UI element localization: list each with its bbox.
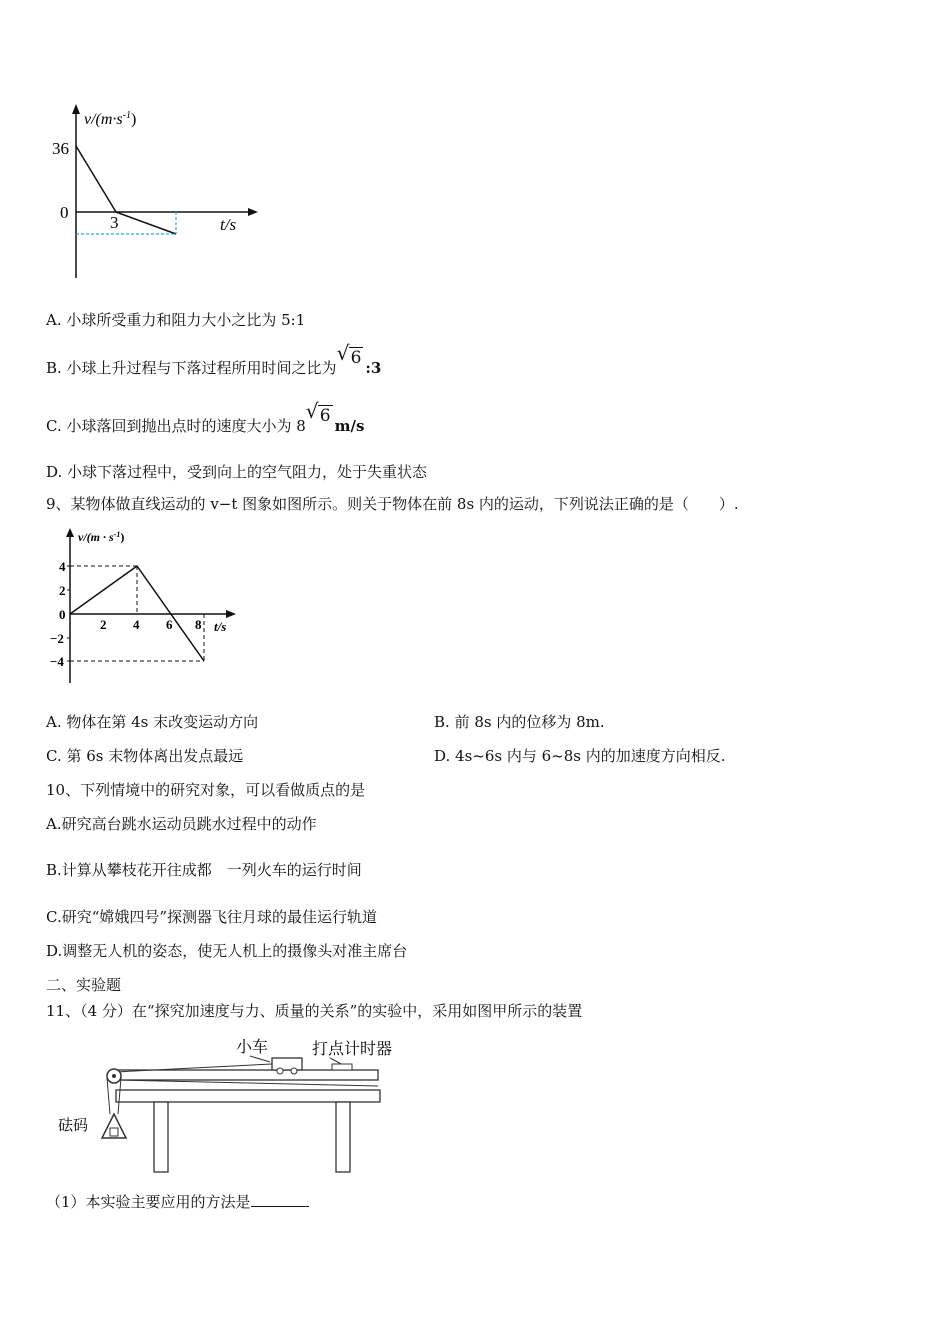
x-axis-label: t/s [214,619,227,634]
q10-stem: 10、下列情境中的研究对象，可以看做质点的是 [46,781,366,799]
q8-option-b-ratio: :3 [365,359,382,377]
x-tick-label: 6 [166,617,173,632]
q8-option-c[interactable] [46,399,365,436]
y-tick-label: 2 [59,583,66,598]
q8-option-b[interactable] [46,341,382,378]
sqrt-value: 6 [319,406,331,426]
velocity-time-graph-1 [40,100,260,285]
x-tick-label: 8 [195,617,202,632]
q11-stem: 11、（4 分）在“探究加速度与力、质量的关系”的实验中，采用如图甲所示的装置 [46,1002,583,1020]
x-tick-label: 2 [100,617,107,632]
table-top [116,1090,380,1102]
track-board [116,1070,378,1080]
q10-option-b[interactable]: B.计算从攀枝花开往成都 一列火车的运行时间 [46,861,362,879]
q8-option-c-unit: m/s [334,417,365,435]
q9-option-d[interactable]: D. 4s~6s 内与 6~8s 内的加速度方向相反. [434,747,726,765]
cart-label: 小车 [236,1039,269,1056]
q8-option-b-text: B. 小球上升过程与下落过程所用时间之比为 [46,359,337,377]
x-axis-arrow [226,610,236,618]
y-tick-label: −4 [50,654,64,669]
q8-option-d[interactable]: D. 小球下落过程中，受到向上的空气阻力，处于失重状态 [46,463,428,481]
timer-label: 打点计时器 [312,1041,393,1058]
experiment-apparatus-figure [50,1030,410,1180]
x-tick-3: 3 [110,213,119,232]
y-axis-arrow [72,104,80,114]
q8-option-c-text: C. 小球落回到抛出点时的速度大小为 8 [46,417,306,435]
sqrt-symbol: √ 6 [336,341,362,368]
x-axis-label: t/s [220,215,237,234]
graph-line-down [116,212,176,234]
q10-option-c[interactable]: C.研究“嫦娥四号”探测器飞往月球的最佳运行轨道 [46,908,378,926]
velocity-time-graph-2 [50,525,250,690]
timer-shape [332,1064,352,1070]
answer-blank[interactable] [251,1192,309,1207]
y-axis-label: $v/(m \cdot s^{-1})$ [78,530,125,544]
x-axis-arrow [248,208,258,216]
q9-option-c[interactable]: C. 第 6s 末物体离出发点最远 [46,747,244,765]
q9-option-a[interactable]: A. 物体在第 4s 末改变运动方向 [46,713,259,731]
cart-shape [272,1058,302,1070]
y-axis-arrow [66,528,74,537]
weight-label: 砝码 [58,1118,89,1134]
table-leg-left [154,1102,168,1172]
table-leg-right [336,1102,350,1172]
section-heading: 二、实验题 [46,976,122,994]
y-axis-label: $v/(m\cdot s^{-1})$ [84,110,137,128]
y-tick-0: 0 [60,203,69,222]
q10-option-a[interactable]: A.研究高台跳水运动员跳水过程中的动作 [46,815,317,833]
q9-option-b[interactable]: B. 前 8s 内的位移为 8m. [434,713,605,731]
q9-stem: 9、某物体做直线运动的 v−t 图象如图所示。则关于物体在前 8s 内的运动，下列说法正确的是（ ）. [46,495,739,513]
q11-sub-1-text: （1）本实验主要应用的方法是 [46,1193,251,1211]
y-tick-label: 4 [59,559,66,574]
q8-option-a[interactable]: A. 小球所受重力和阻力大小之比为 5:1 [46,311,306,329]
y-tick-label: −2 [50,631,64,646]
q11-sub-1 [46,1192,309,1212]
y-tick-label: 0 [59,607,66,622]
x-tick-label: 4 [133,617,140,632]
sqrt-symbol: √ 6 [305,399,331,426]
sqrt-value: 6 [350,348,362,368]
graph-line-up [76,146,116,212]
q10-option-d[interactable]: D.调整无人机的姿态，使无人机上的摄像头对准主席台 [46,942,408,960]
y-tick-36: 36 [52,139,69,158]
